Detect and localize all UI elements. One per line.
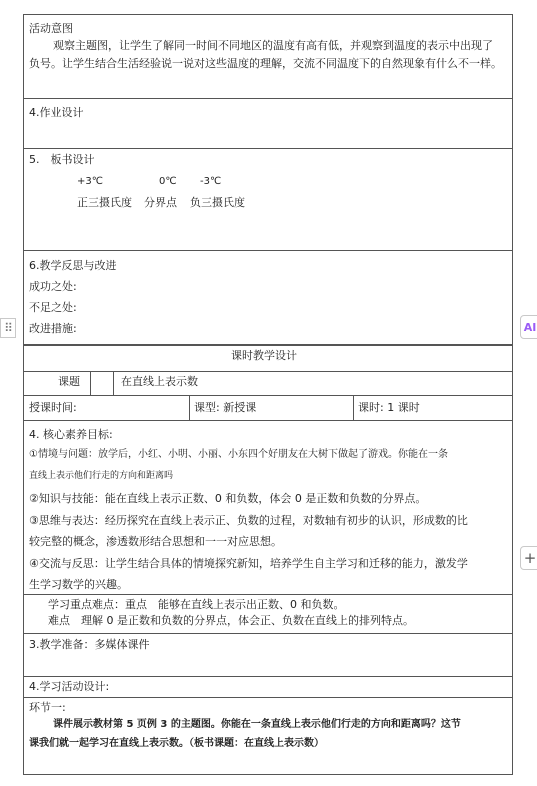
lesson-hours-label: 课时: 1 课时 [358, 401, 420, 414]
difficulty-line1: 学习重点难点：重点 能够在直线上表示出正数、0 和负数。 [48, 598, 345, 611]
reflection-success: 成功之处: [29, 280, 77, 293]
goals-title: 4. 核心素养目标: [29, 428, 113, 441]
homework-title: 4.作业设计 [29, 106, 84, 119]
plus-icon: + [523, 549, 537, 567]
class-time-label: 授课时间: [29, 401, 77, 414]
activity-text-line1: 课件展示教材第 5 页例 3 的主题图。你能在一条直线上表示他们行走的方向和距离吗？这节 [53, 719, 461, 730]
topic-value: 在直线上表示数 [121, 375, 198, 388]
board-label-positive: 正三摄氏度 [77, 196, 132, 209]
ai-label: AI [523, 320, 537, 334]
reflection-shortfall: 不足之处: [29, 301, 77, 314]
drag-handle-icon[interactable]: ⠿ [0, 318, 16, 338]
reflection-title: 6.教学反思与改进 [29, 259, 117, 272]
goal-4-line2: 生学习数学的兴趣。 [29, 578, 128, 591]
activity-section-label: 环节一: [29, 701, 66, 714]
board-temp-negative: -3℃ [200, 176, 222, 187]
goal-3-line2: 较完整的概念，渗透数形结合思想和一一对应思想。 [29, 535, 282, 548]
activity-title: 4.学习活动设计: [29, 680, 110, 693]
board-title: 5. 板书设计 [29, 153, 95, 166]
board-label-zero: 分界点 [144, 196, 177, 209]
intent-text-line2: 负号。让学生结合生活经验说一说对这些温度的理解，交流不同温度下的自然现象有什么不一样。 [29, 57, 502, 70]
goal-2: ②知识与技能：能在直线上表示正数、0 和负数，体会 0 是正数和负数的分界点。 [29, 492, 427, 505]
board-label-negative: 负三摄氏度 [190, 196, 245, 209]
activity-text-line2: 课我们就一起学习在直线上表示数。（板书课题：在直线上表示数） [29, 738, 324, 749]
intent-text-line1: 观察主题图，让学生了解同一时间不同地区的温度有高有低，并观察到温度的表示中出现了 [53, 39, 493, 52]
board-temp-positive: +3℃ [77, 176, 103, 187]
goal-1-line1: ①情境与问题：放学后，小红、小明、小丽、小东四个好朋友在大树下做起了游戏。你能在一条 [29, 449, 448, 460]
intent-title: 活动意图 [29, 22, 73, 35]
reflection-improve: 改进措施: [29, 322, 77, 335]
goal-4-line1: ④交流与反思：让学生结合具体的情境探究新知，培养学生自主学习和迁移的能力，激发学 [29, 557, 468, 570]
lesson-plan-document [23, 14, 513, 775]
lesson-type-label: 课型: 新授课 [194, 401, 257, 414]
ai-assistant-button[interactable] [520, 315, 537, 339]
goal-3-line1: ③思维与表达：经历探究在直线上表示正、负数的过程，对数轴有初步的认识，形成数的比 [29, 514, 468, 527]
board-temp-zero: 0℃ [159, 176, 177, 187]
topic-label: 课题 [58, 375, 80, 388]
goal-1-line2: 直线上表示他们行走的方向和距离吗 [29, 471, 174, 481]
prep-title: 3.教学准备：多媒体课件 [29, 638, 150, 651]
difficulty-line2: 难点 理解 0 是正数和负数的分界点，体会正、负数在直线上的排列特点。 [48, 614, 414, 627]
lesson-heading: 课时教学设计 [231, 349, 297, 362]
add-block-button[interactable] [520, 546, 537, 570]
